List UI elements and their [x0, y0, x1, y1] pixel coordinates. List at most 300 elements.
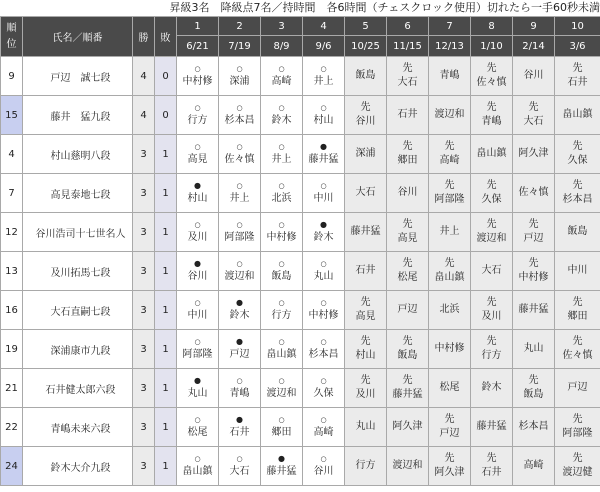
sente-mark: 先 — [402, 63, 413, 74]
opponent-name: 谷川 — [313, 466, 334, 477]
opponent-name: 畠山鎮 — [266, 349, 297, 360]
player-row — [1, 291, 600, 330]
game-content — [471, 101, 512, 129]
game-content — [471, 179, 512, 207]
loss-mark: ● — [320, 142, 327, 151]
game-content — [429, 225, 470, 239]
sente-mark: 先 — [572, 414, 583, 425]
game-cell — [387, 174, 429, 213]
game-content — [555, 62, 600, 90]
sente-mark: 先 — [402, 219, 413, 230]
game-cell — [429, 252, 471, 291]
game-content — [429, 452, 470, 480]
game-cell — [219, 447, 261, 486]
game-cell — [345, 57, 387, 96]
game-content — [261, 180, 302, 206]
game-content — [303, 297, 344, 323]
game-content — [555, 413, 600, 441]
sente-mark: 先 — [402, 375, 413, 386]
opponent-name: 中村修 — [308, 310, 339, 321]
opponent-name: 郷田 — [397, 155, 418, 166]
sente-mark: 先 — [360, 336, 371, 347]
sente-mark: 先 — [528, 258, 539, 269]
losses-count: 1 — [155, 330, 177, 369]
sente-mark: 先 — [444, 414, 455, 425]
sente-mark: 先 — [444, 141, 455, 152]
opponent-name: 丸山 — [355, 421, 376, 432]
win-mark: ○ — [194, 65, 201, 73]
game-content — [555, 381, 600, 395]
game-content — [219, 141, 260, 167]
opponent-name: 北浜 — [271, 193, 292, 204]
game-cell — [177, 174, 219, 213]
game-cell — [219, 291, 261, 330]
game-cell — [345, 408, 387, 447]
win-mark: ○ — [278, 416, 285, 424]
game-content — [555, 296, 600, 324]
game-cell — [345, 291, 387, 330]
player-name: 村山慈明八段 — [23, 135, 133, 174]
opponent-name: 飯島 — [271, 271, 292, 282]
sente-mark: 先 — [486, 336, 497, 347]
round-number-header: 4 — [303, 17, 345, 36]
game-content — [429, 303, 470, 317]
losses-count: 1 — [155, 174, 177, 213]
opponent-name: 井上 — [229, 193, 250, 204]
game-cell — [261, 291, 303, 330]
win-mark: ○ — [236, 65, 243, 73]
round-date-header: 7/19 — [219, 36, 261, 57]
game-content — [177, 219, 218, 245]
game-cell — [555, 291, 600, 330]
opponent-name: 石井 — [567, 77, 588, 88]
game-cell — [387, 135, 429, 174]
game-cell — [219, 252, 261, 291]
game-cell — [555, 135, 600, 174]
opponent-name: 渡辺和 — [392, 460, 423, 471]
sente-mark: 先 — [486, 219, 497, 230]
game-cell — [303, 135, 345, 174]
game-cell — [387, 330, 429, 369]
game-content — [219, 219, 260, 245]
opponent-name: 藤井猛 — [518, 304, 549, 315]
opponent-name: 中川 — [567, 265, 588, 276]
sente-mark: 先 — [444, 258, 455, 269]
opponent-name: 谷川 — [355, 116, 376, 127]
opponent-name: 北浜 — [439, 304, 460, 315]
player-name: 青嶋未来六段 — [23, 408, 133, 447]
rank-order: 15 — [1, 96, 23, 135]
game-content — [471, 62, 512, 90]
game-cell — [177, 369, 219, 408]
game-cell — [303, 96, 345, 135]
opponent-name: 飯島 — [567, 226, 588, 237]
game-content — [471, 264, 512, 278]
game-cell — [471, 291, 513, 330]
losses-count: 1 — [155, 369, 177, 408]
game-cell — [303, 252, 345, 291]
game-content — [345, 296, 386, 324]
win-mark: ○ — [236, 143, 243, 151]
losses-count: 1 — [155, 447, 177, 486]
game-cell — [555, 408, 600, 447]
game-content — [261, 336, 302, 362]
opponent-name: 丸山 — [187, 388, 208, 399]
game-cell — [345, 369, 387, 408]
game-cell — [303, 369, 345, 408]
rank-order: 4 — [1, 135, 23, 174]
game-content — [219, 453, 260, 479]
wins-count: 3 — [133, 174, 155, 213]
game-content — [429, 342, 470, 356]
opponent-name: 久保 — [567, 155, 588, 166]
round-date-header: 3/6 — [555, 36, 600, 57]
game-content — [345, 186, 386, 200]
game-content — [555, 225, 600, 239]
sente-mark: 先 — [444, 453, 455, 464]
opponent-name: 藤井猛 — [350, 226, 381, 237]
sente-mark: 先 — [572, 453, 583, 464]
opponent-name: 行方 — [481, 350, 502, 361]
game-cell — [513, 57, 555, 96]
opponent-name: 大石 — [355, 187, 376, 198]
game-content — [555, 108, 600, 122]
player-row — [1, 174, 600, 213]
opponent-name: 戸辺 — [523, 233, 544, 244]
game-content — [513, 459, 554, 473]
win-mark: ○ — [320, 260, 327, 268]
opponent-name: 藤井猛 — [392, 389, 423, 400]
opponent-name: 畠山鎮 — [476, 148, 507, 159]
opponent-name: 佐々慎 — [476, 77, 507, 88]
game-cell — [387, 369, 429, 408]
opponent-name: 畠山鎮 — [434, 272, 465, 283]
opponent-name: 中川 — [187, 310, 208, 321]
game-cell — [219, 57, 261, 96]
opponent-name: 及川 — [355, 389, 376, 400]
game-content — [303, 102, 344, 128]
win-mark: ○ — [278, 260, 285, 268]
game-content — [345, 420, 386, 434]
sente-mark: 先 — [444, 180, 455, 191]
win-mark: ○ — [278, 338, 285, 346]
round-date-header: 10/25 — [345, 36, 387, 57]
game-content — [513, 342, 554, 356]
game-cell — [177, 408, 219, 447]
game-content — [513, 101, 554, 129]
game-content — [513, 420, 554, 434]
wins-count: 3 — [133, 369, 155, 408]
game-content — [387, 420, 428, 434]
game-cell — [555, 96, 600, 135]
game-content — [261, 414, 302, 440]
game-content — [303, 258, 344, 284]
game-cell — [429, 408, 471, 447]
opponent-name: 鈴木 — [481, 382, 502, 393]
win-mark: ○ — [320, 377, 327, 385]
wins-count: 4 — [133, 96, 155, 135]
opponent-name: 戸辺 — [229, 349, 250, 360]
win-mark: ○ — [236, 455, 243, 463]
game-content — [219, 63, 260, 89]
opponent-name: 杉本昌 — [562, 194, 593, 205]
loss-mark: ● — [236, 337, 243, 346]
game-content — [261, 63, 302, 89]
opponent-name: 井上 — [271, 154, 292, 165]
losses-header: 敗 — [155, 17, 177, 57]
opponent-name: 村山 — [187, 193, 208, 204]
game-cell — [429, 330, 471, 369]
opponent-name: 石井 — [481, 467, 502, 478]
game-content — [471, 381, 512, 395]
rank-order: 19 — [1, 330, 23, 369]
win-mark: ○ — [278, 65, 285, 73]
wins-count: 3 — [133, 213, 155, 252]
round-number-header: 6 — [387, 17, 429, 36]
game-content — [261, 297, 302, 323]
game-cell — [555, 174, 600, 213]
rank-order: 24 — [1, 447, 23, 486]
opponent-name: 谷川 — [187, 271, 208, 282]
game-content — [429, 413, 470, 441]
game-content — [345, 264, 386, 278]
game-cell — [177, 252, 219, 291]
opponent-name: 松尾 — [439, 382, 460, 393]
opponent-name: 行方 — [271, 310, 292, 321]
round-date-header: 6/21 — [177, 36, 219, 57]
game-content — [219, 297, 260, 323]
player-name: 及川拓馬七段 — [23, 252, 133, 291]
game-cell — [471, 330, 513, 369]
sente-mark: 先 — [360, 102, 371, 113]
opponent-name: 高見 — [397, 233, 418, 244]
opponent-name: 谷川 — [397, 187, 418, 198]
opponent-name: 石井 — [397, 109, 418, 120]
win-mark: ○ — [194, 416, 201, 424]
win-mark: ○ — [236, 377, 243, 385]
game-content — [219, 414, 260, 440]
game-cell — [345, 252, 387, 291]
wins-count: 3 — [133, 135, 155, 174]
game-cell — [429, 369, 471, 408]
game-cell — [261, 135, 303, 174]
game-content — [429, 257, 470, 285]
game-content — [303, 141, 344, 167]
game-content — [303, 336, 344, 362]
game-cell — [345, 174, 387, 213]
game-cell — [429, 213, 471, 252]
win-mark: ○ — [236, 182, 243, 190]
game-cell — [387, 291, 429, 330]
game-content — [513, 218, 554, 246]
round-number-header: 9 — [513, 17, 555, 36]
opponent-name: 飯島 — [397, 350, 418, 361]
wins-count: 4 — [133, 57, 155, 96]
round-number-header: 5 — [345, 17, 387, 36]
opponent-name: 阿部隆 — [562, 428, 593, 439]
opponent-name: 大石 — [523, 116, 544, 127]
opponent-name: 阿部隆 — [182, 349, 213, 360]
opponent-name: 高崎 — [271, 76, 292, 87]
opponent-name: 渡辺和 — [434, 109, 465, 120]
game-cell — [345, 330, 387, 369]
game-cell — [177, 291, 219, 330]
game-content — [219, 336, 260, 362]
game-cell — [303, 57, 345, 96]
loss-mark: ● — [194, 181, 201, 190]
opponent-name: 渡辺和 — [224, 271, 255, 282]
rank-header: 順位 — [1, 17, 23, 57]
game-cell — [303, 291, 345, 330]
rank-order: 16 — [1, 291, 23, 330]
sente-mark: 先 — [528, 102, 539, 113]
game-content — [303, 375, 344, 401]
round-number-header: 8 — [471, 17, 513, 36]
opponent-name: 大石 — [229, 466, 250, 477]
player-name: 戸辺 誠七段 — [23, 57, 133, 96]
wins-count: 3 — [133, 447, 155, 486]
opponent-name: 渡辺和 — [476, 233, 507, 244]
round-date-header: 2/14 — [513, 36, 555, 57]
game-cell — [387, 252, 429, 291]
opponent-name: 松尾 — [187, 427, 208, 438]
game-content — [471, 218, 512, 246]
game-cell — [177, 135, 219, 174]
opponent-name: 大石 — [397, 77, 418, 88]
wins-header: 勝 — [133, 17, 155, 57]
opponent-name: 渡辺健 — [562, 467, 593, 478]
player-row — [1, 96, 600, 135]
opponent-name: 高見 — [187, 154, 208, 165]
game-cell — [345, 96, 387, 135]
game-cell — [513, 174, 555, 213]
opponent-name: 鈴木 — [313, 232, 334, 243]
opponent-name: 中村修 — [266, 232, 297, 243]
game-cell — [429, 291, 471, 330]
win-mark: ○ — [278, 377, 285, 385]
game-content — [303, 63, 344, 89]
game-content — [261, 258, 302, 284]
opponent-name: 郷田 — [271, 427, 292, 438]
opponent-name: 丸山 — [313, 271, 334, 282]
game-content — [345, 225, 386, 239]
losses-count: 1 — [155, 408, 177, 447]
opponent-name: 行方 — [355, 460, 376, 471]
game-cell — [513, 96, 555, 135]
opponent-name: 鈴木 — [229, 310, 250, 321]
game-cell — [513, 291, 555, 330]
game-cell — [177, 96, 219, 135]
game-content — [387, 257, 428, 285]
game-cell — [513, 447, 555, 486]
game-content — [177, 102, 218, 128]
game-cell — [471, 369, 513, 408]
win-mark: ○ — [278, 143, 285, 151]
game-content — [219, 375, 260, 401]
sente-mark: 先 — [528, 219, 539, 230]
league-table — [0, 16, 600, 486]
opponent-name: 郷田 — [567, 311, 588, 322]
game-cell — [387, 447, 429, 486]
game-cell — [513, 135, 555, 174]
opponent-name: 石井 — [355, 265, 376, 276]
game-cell — [345, 213, 387, 252]
wins-count: 3 — [133, 330, 155, 369]
game-content — [177, 453, 218, 479]
game-content — [471, 147, 512, 161]
losses-count: 0 — [155, 96, 177, 135]
sente-mark: 先 — [402, 141, 413, 152]
round-date-header: 1/10 — [471, 36, 513, 57]
game-cell — [219, 369, 261, 408]
opponent-name: 中村修 — [434, 343, 465, 354]
game-content — [513, 374, 554, 402]
sente-mark: 先 — [486, 180, 497, 191]
sente-mark: 先 — [402, 336, 413, 347]
game-cell — [177, 57, 219, 96]
game-content — [261, 102, 302, 128]
opponent-name: 久保 — [481, 194, 502, 205]
loss-mark: ● — [278, 454, 285, 463]
opponent-name: 中川 — [313, 193, 334, 204]
opponent-name: 杉本昌 — [518, 421, 549, 432]
game-content — [429, 108, 470, 122]
opponent-name: 杉本昌 — [224, 115, 255, 126]
sente-mark: 先 — [572, 180, 583, 191]
opponent-name: 青嶋 — [481, 116, 502, 127]
game-cell — [261, 174, 303, 213]
opponent-name: 畠山鎮 — [562, 109, 593, 120]
opponent-name: 深浦 — [229, 76, 250, 87]
opponent-name: 佐々慎 — [518, 187, 549, 198]
player-name: 高見泰地七段 — [23, 174, 133, 213]
round-number-header: 10 — [555, 17, 600, 36]
round-number-header: 2 — [219, 17, 261, 36]
game-cell — [471, 174, 513, 213]
game-cell — [555, 447, 600, 486]
game-cell — [471, 213, 513, 252]
game-content — [345, 101, 386, 129]
game-content — [387, 374, 428, 402]
game-cell — [177, 330, 219, 369]
win-mark: ○ — [320, 299, 327, 307]
game-cell — [471, 96, 513, 135]
sente-mark: 先 — [486, 102, 497, 113]
losses-count: 1 — [155, 135, 177, 174]
game-cell — [555, 252, 600, 291]
opponent-name: 阿久津 — [392, 421, 423, 432]
win-mark: ○ — [236, 260, 243, 268]
game-cell — [303, 213, 345, 252]
opponent-name: 谷川 — [523, 70, 544, 81]
round-date-header: 8/9 — [261, 36, 303, 57]
game-cell — [513, 330, 555, 369]
game-cell — [471, 252, 513, 291]
game-cell — [471, 408, 513, 447]
game-content — [177, 414, 218, 440]
player-name: 大石直嗣七段 — [23, 291, 133, 330]
win-mark: ○ — [194, 455, 201, 463]
game-cell — [261, 252, 303, 291]
win-mark: ○ — [194, 104, 201, 112]
game-content — [429, 179, 470, 207]
opponent-name: 飯島 — [523, 389, 544, 400]
game-cell — [261, 408, 303, 447]
game-content — [387, 303, 428, 317]
opponent-name: 戸辺 — [439, 428, 460, 439]
loss-mark: ● — [194, 376, 201, 385]
opponent-name: 戸辺 — [567, 382, 588, 393]
